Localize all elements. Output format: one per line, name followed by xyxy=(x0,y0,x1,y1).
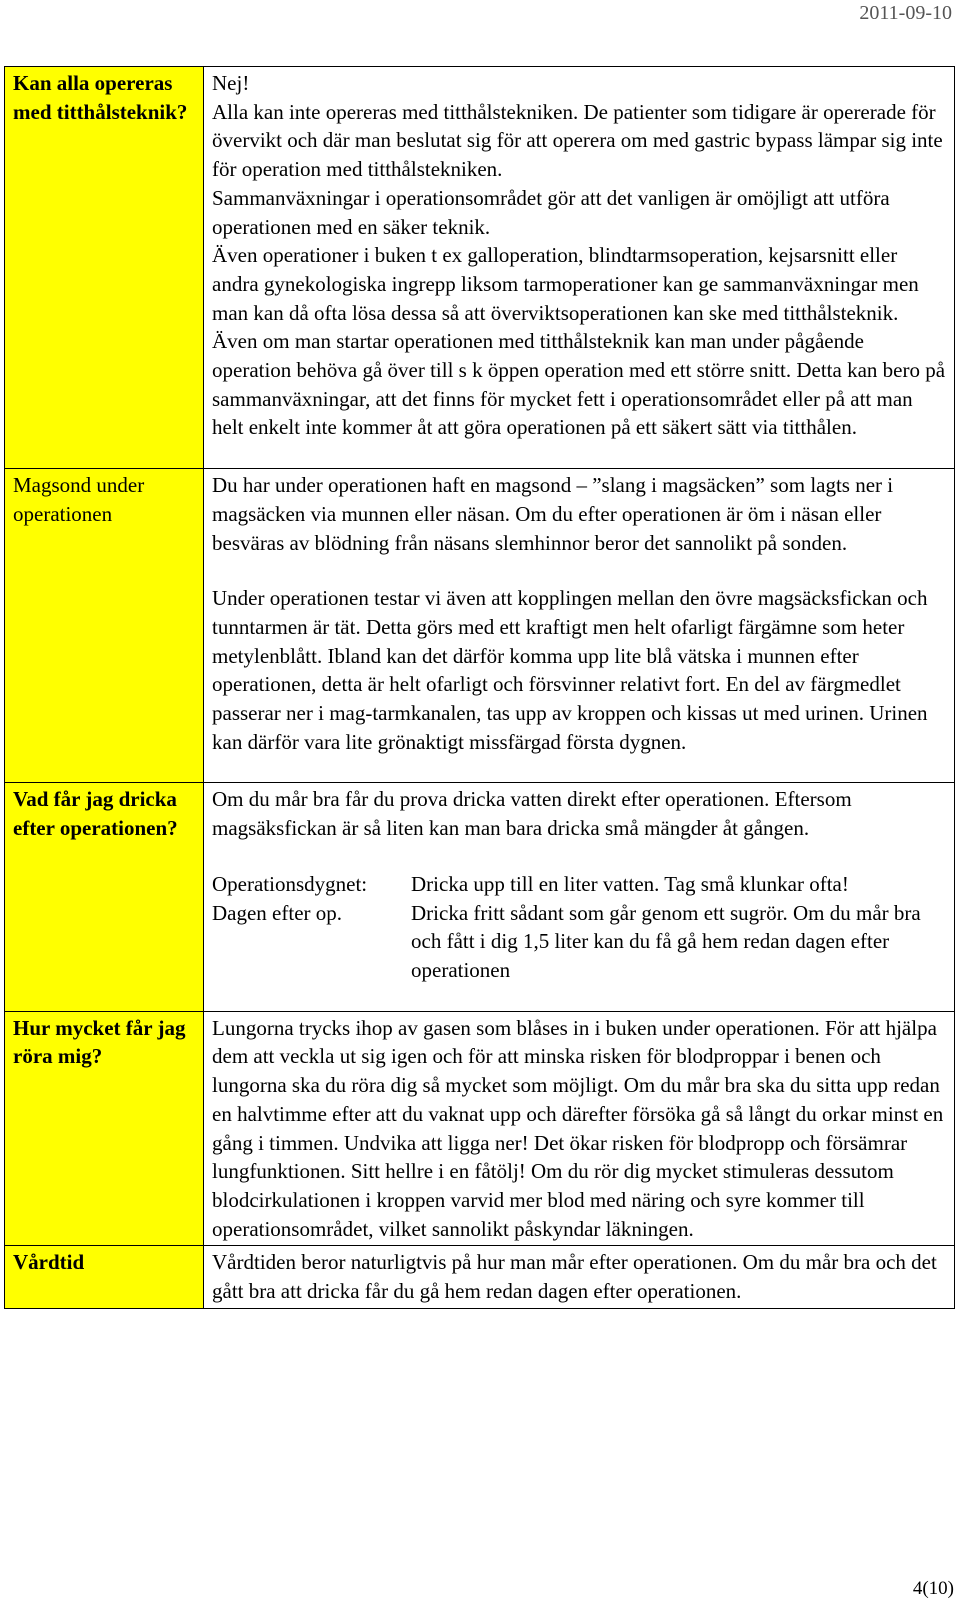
question-cell: Magsond under operationen xyxy=(5,469,204,783)
answer-paragraph: Om du mår bra får du prova dricka vatten direkt efter operationen. Eftersom magsäksfickan är så liten kan man bara dricka små mängder åt gången. xyxy=(212,787,852,841)
schedule-text: Dricka fritt sådant som går genom ett sugrör. Om du mår bra och fått i dig 1,5 liter kan du få gå hem redan dagen efter operationen xyxy=(411,900,921,982)
answer-paragraph: Även operationer i buken t ex galloperation, blindtarmsoperation, kejsarsnitt eller andra gynekologiska ingrepp liksom tarmoperationer kan ge sammanväxningar men man kan då ofta lösa dessa så att överviktsoperationen kan ske med titthålsteknik. xyxy=(212,243,919,325)
table-row xyxy=(5,783,955,1011)
answer-cell xyxy=(204,1246,955,1308)
table-row xyxy=(5,67,955,469)
schedule-label: Operationsdygnet: xyxy=(212,871,368,896)
table-row xyxy=(5,1011,955,1246)
answer-paragraph: Även om man startar operationen med titthålsteknik kan man under pågående operation behöva gå över till s k öppen operation med ett större snitt. Detta kan bero på sammanväxningar, att det finns för mycket fett i operationsområdet eller på att man helt enkelt inte kommer åt att göra operationen på ett säkert sätt via titthålen. xyxy=(212,329,946,440)
page-number: 4(10) xyxy=(912,1578,954,1599)
question-cell: Vårdtid xyxy=(5,1246,204,1308)
answer-paragraph: Lungorna trycks ihop av gasen som blåses in i buken under operationen. För att hjälpa dem att veckla ut sig igen och för att minska risken för blodproppar i benen och lungorna ska du röra dig så mycket som möjligt. Om du mår bra ska du sitta upp redan en halvtimme efter att du vaknat upp och därefter försöka gå så långt du orkar minst en gång i timmen. Undvika att ligga ner! Det ökar risken för blodpropp och försämrar lungfunktionen. Sitt hellre i en fåtölj! Om du rör dig mycket stimuleras dessutom blodcirkulationen i kroppen varvid mer blod med näring och syre kommer till operationsområdet, vilket sannolikt påskyndar läkningen. xyxy=(212,1015,944,1241)
schedule-label: Dagen efter op. xyxy=(212,900,343,925)
question-cell: Vad får jag dricka efter operationen? xyxy=(5,783,204,1011)
answer-cell xyxy=(204,1011,955,1246)
schedule-row xyxy=(212,870,946,899)
qa-table xyxy=(4,66,955,1309)
answer-paragraph: Nej! xyxy=(212,71,250,95)
question-cell: Kan alla opereras med titthålsteknik? xyxy=(5,67,204,469)
table-row xyxy=(5,469,955,783)
table-row xyxy=(5,1246,955,1308)
drinking-schedule xyxy=(212,870,946,985)
answer-paragraph: Sammanväxningar i operationsområdet gör att det vanligen är omöjligt att utföra operationen med en säker teknik. xyxy=(212,185,890,239)
answer-cell xyxy=(204,469,955,783)
page-date: 2011-09-10 xyxy=(859,2,952,24)
schedule-text: Dricka upp till en liter vatten. Tag små klunkar ofta! xyxy=(411,871,849,896)
schedule-row xyxy=(212,899,946,985)
answer-cell xyxy=(204,783,955,1011)
answer-cell xyxy=(204,67,955,469)
answer-paragraph: Alla kan inte opereras med titthålstekniken. De patienter som tidigare är opererade för övervikt och där man beslutat sig för att operera om med gastric bypass lämpar sig inte för operation med titthålstekniken. xyxy=(212,99,943,182)
answer-paragraph: Du har under operationen haft en magsond – ”slang i magsäcken” som lagts ner i magsäcken via munnen eller näsan. Om du efter operationen är öm i näsan eller besväras av blödning från näsans slemhinnor beror det sannolikt på sonden. xyxy=(212,473,894,555)
answer-paragraph: Vårdtiden beror naturligtvis på hur man mår efter operationen. Om du mår bra och det gått bra att dricka får du gå hem redan dagen efter operationen. xyxy=(212,1250,937,1304)
answer-paragraph: Under operationen testar vi även att kopplingen mellan den övre magsäcksfickan och tunntarmen är tät. Detta görs med ett kraftigt men helt ofarligt färgämne som heter metylenblått. Ibland kan det därför komma upp lite blå vätska i munnen efter operationen, detta är helt ofarligt och försvinner relativt fort. En del av färgmedlet passerar ner i mag-tarmkanalen, tas upp av kroppen och kissas ut med urinen. Urinen kan därför vara lite grönaktigt missfärgad första dygnen. xyxy=(212,586,928,754)
question-cell: Hur mycket får jag röra mig? xyxy=(5,1011,204,1246)
